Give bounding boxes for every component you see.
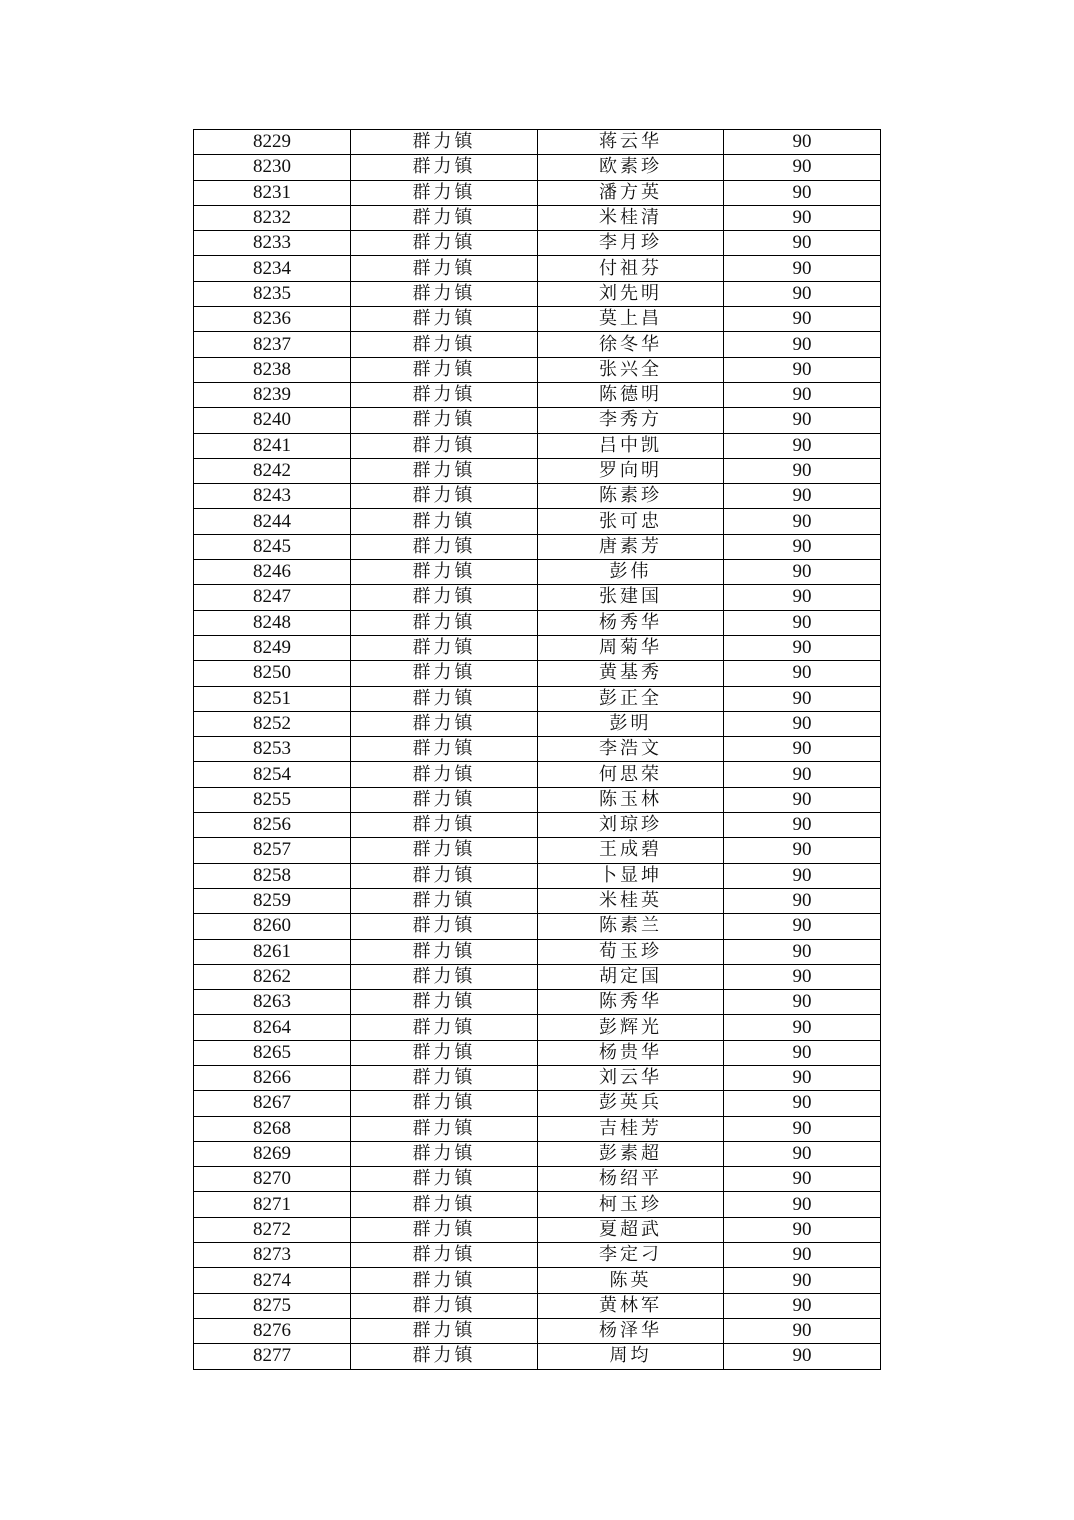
cell-id: 8272 xyxy=(194,1217,351,1242)
cell-town: 群力镇 xyxy=(351,484,538,509)
cell-id: 8246 xyxy=(194,560,351,585)
cell-name: 彭素超 xyxy=(538,1141,724,1166)
cell-town: 群力镇 xyxy=(351,281,538,306)
cell-name: 周菊华 xyxy=(538,635,724,660)
cell-amount: 90 xyxy=(724,130,881,155)
cell-town: 群力镇 xyxy=(351,1293,538,1318)
cell-id: 8249 xyxy=(194,635,351,660)
cell-id: 8237 xyxy=(194,332,351,357)
table-row xyxy=(194,1141,881,1166)
cell-id: 8229 xyxy=(194,130,351,155)
table-body xyxy=(194,130,881,1370)
cell-town: 群力镇 xyxy=(351,787,538,812)
cell-id: 8262 xyxy=(194,964,351,989)
cell-id: 8232 xyxy=(194,205,351,230)
cell-amount: 90 xyxy=(724,534,881,559)
cell-town: 群力镇 xyxy=(351,130,538,155)
cell-town: 群力镇 xyxy=(351,357,538,382)
cell-amount: 90 xyxy=(724,964,881,989)
cell-id: 8256 xyxy=(194,813,351,838)
cell-amount: 90 xyxy=(724,711,881,736)
cell-town: 群力镇 xyxy=(351,1141,538,1166)
cell-town: 群力镇 xyxy=(351,534,538,559)
cell-amount: 90 xyxy=(724,509,881,534)
cell-amount: 90 xyxy=(724,737,881,762)
cell-town: 群力镇 xyxy=(351,382,538,407)
cell-amount: 90 xyxy=(724,256,881,281)
cell-amount: 90 xyxy=(724,281,881,306)
table-row xyxy=(194,534,881,559)
table-row xyxy=(194,1344,881,1369)
cell-name: 彭辉光 xyxy=(538,1015,724,1040)
cell-name: 刘琼珍 xyxy=(538,813,724,838)
cell-id: 8252 xyxy=(194,711,351,736)
cell-id: 8260 xyxy=(194,914,351,939)
cell-amount: 90 xyxy=(724,155,881,180)
table-row xyxy=(194,914,881,939)
table-row xyxy=(194,863,881,888)
cell-amount: 90 xyxy=(724,307,881,332)
cell-town: 群力镇 xyxy=(351,610,538,635)
cell-town: 群力镇 xyxy=(351,1040,538,1065)
table-row xyxy=(194,1268,881,1293)
cell-town: 群力镇 xyxy=(351,635,538,660)
cell-town: 群力镇 xyxy=(351,762,538,787)
cell-town: 群力镇 xyxy=(351,1243,538,1268)
cell-name: 米桂英 xyxy=(538,888,724,913)
cell-id: 8242 xyxy=(194,458,351,483)
cell-amount: 90 xyxy=(724,610,881,635)
table-row xyxy=(194,1318,881,1343)
table-row xyxy=(194,433,881,458)
table-row xyxy=(194,1217,881,1242)
table-row xyxy=(194,231,881,256)
cell-amount: 90 xyxy=(724,560,881,585)
cell-name: 欧素珍 xyxy=(538,155,724,180)
table-row xyxy=(194,180,881,205)
table-row xyxy=(194,686,881,711)
cell-town: 群力镇 xyxy=(351,1167,538,1192)
cell-name: 徐冬华 xyxy=(538,332,724,357)
cell-id: 8265 xyxy=(194,1040,351,1065)
cell-name: 李定刁 xyxy=(538,1243,724,1268)
cell-town: 群力镇 xyxy=(351,661,538,686)
cell-id: 8235 xyxy=(194,281,351,306)
table-row xyxy=(194,1015,881,1040)
cell-town: 群力镇 xyxy=(351,332,538,357)
cell-name: 潘方英 xyxy=(538,180,724,205)
cell-name: 张可忠 xyxy=(538,509,724,534)
cell-amount: 90 xyxy=(724,863,881,888)
cell-id: 8264 xyxy=(194,1015,351,1040)
cell-amount: 90 xyxy=(724,1167,881,1192)
cell-id: 8230 xyxy=(194,155,351,180)
cell-amount: 90 xyxy=(724,1192,881,1217)
table-row xyxy=(194,585,881,610)
cell-id: 8247 xyxy=(194,585,351,610)
cell-amount: 90 xyxy=(724,458,881,483)
cell-amount: 90 xyxy=(724,686,881,711)
cell-amount: 90 xyxy=(724,205,881,230)
cell-id: 8270 xyxy=(194,1167,351,1192)
cell-id: 8266 xyxy=(194,1065,351,1090)
cell-name: 张建国 xyxy=(538,585,724,610)
cell-amount: 90 xyxy=(724,1217,881,1242)
cell-town: 群力镇 xyxy=(351,180,538,205)
cell-town: 群力镇 xyxy=(351,1065,538,1090)
cell-town: 群力镇 xyxy=(351,914,538,939)
table-row xyxy=(194,990,881,1015)
cell-name: 刘先明 xyxy=(538,281,724,306)
table-row xyxy=(194,610,881,635)
cell-amount: 90 xyxy=(724,585,881,610)
cell-name: 王成碧 xyxy=(538,838,724,863)
cell-id: 8259 xyxy=(194,888,351,913)
cell-id: 8269 xyxy=(194,1141,351,1166)
cell-town: 群力镇 xyxy=(351,939,538,964)
cell-id: 8268 xyxy=(194,1116,351,1141)
cell-amount: 90 xyxy=(724,762,881,787)
cell-name: 李月珍 xyxy=(538,231,724,256)
table-row xyxy=(194,155,881,180)
cell-town: 群力镇 xyxy=(351,585,538,610)
cell-town: 群力镇 xyxy=(351,458,538,483)
cell-town: 群力镇 xyxy=(351,1192,538,1217)
cell-id: 8271 xyxy=(194,1192,351,1217)
cell-name: 李秀方 xyxy=(538,408,724,433)
cell-id: 8257 xyxy=(194,838,351,863)
cell-name: 付祖芬 xyxy=(538,256,724,281)
cell-name: 杨泽华 xyxy=(538,1318,724,1343)
cell-town: 群力镇 xyxy=(351,155,538,180)
cell-name: 黄林军 xyxy=(538,1293,724,1318)
table-row xyxy=(194,964,881,989)
cell-amount: 90 xyxy=(724,1116,881,1141)
cell-amount: 90 xyxy=(724,1243,881,1268)
cell-town: 群力镇 xyxy=(351,433,538,458)
cell-amount: 90 xyxy=(724,231,881,256)
cell-id: 8245 xyxy=(194,534,351,559)
table-row xyxy=(194,939,881,964)
cell-amount: 90 xyxy=(724,661,881,686)
cell-amount: 90 xyxy=(724,1065,881,1090)
cell-name: 张兴全 xyxy=(538,357,724,382)
cell-name: 唐素芳 xyxy=(538,534,724,559)
cell-id: 8277 xyxy=(194,1344,351,1369)
table-row xyxy=(194,888,881,913)
cell-amount: 90 xyxy=(724,1015,881,1040)
cell-amount: 90 xyxy=(724,332,881,357)
cell-amount: 90 xyxy=(724,1141,881,1166)
cell-town: 群力镇 xyxy=(351,1344,538,1369)
table-row xyxy=(194,307,881,332)
cell-name: 柯玉珍 xyxy=(538,1192,724,1217)
table-row xyxy=(194,205,881,230)
cell-id: 8251 xyxy=(194,686,351,711)
table-row xyxy=(194,357,881,382)
cell-amount: 90 xyxy=(724,838,881,863)
cell-name: 陈素珍 xyxy=(538,484,724,509)
cell-name: 米桂清 xyxy=(538,205,724,230)
roster-table xyxy=(193,129,881,1370)
cell-town: 群力镇 xyxy=(351,509,538,534)
cell-name: 彭明 xyxy=(538,711,724,736)
cell-town: 群力镇 xyxy=(351,737,538,762)
cell-town: 群力镇 xyxy=(351,1116,538,1141)
cell-name: 莫上昌 xyxy=(538,307,724,332)
cell-town: 群力镇 xyxy=(351,1217,538,1242)
cell-name: 彭英兵 xyxy=(538,1091,724,1116)
table-row xyxy=(194,281,881,306)
cell-id: 8231 xyxy=(194,180,351,205)
cell-town: 群力镇 xyxy=(351,686,538,711)
cell-id: 8239 xyxy=(194,382,351,407)
table-row xyxy=(194,408,881,433)
cell-amount: 90 xyxy=(724,1318,881,1343)
table-row xyxy=(194,737,881,762)
table-row xyxy=(194,256,881,281)
cell-amount: 90 xyxy=(724,357,881,382)
cell-town: 群力镇 xyxy=(351,990,538,1015)
cell-name: 彭伟 xyxy=(538,560,724,585)
cell-amount: 90 xyxy=(724,1293,881,1318)
table-row xyxy=(194,1293,881,1318)
table-row xyxy=(194,130,881,155)
cell-id: 8250 xyxy=(194,661,351,686)
table-row xyxy=(194,560,881,585)
cell-amount: 90 xyxy=(724,914,881,939)
cell-town: 群力镇 xyxy=(351,888,538,913)
cell-id: 8267 xyxy=(194,1091,351,1116)
cell-town: 群力镇 xyxy=(351,1015,538,1040)
cell-id: 8258 xyxy=(194,863,351,888)
cell-id: 8254 xyxy=(194,762,351,787)
cell-name: 陈英 xyxy=(538,1268,724,1293)
cell-name: 陈德明 xyxy=(538,382,724,407)
table-row xyxy=(194,838,881,863)
table-row xyxy=(194,1167,881,1192)
cell-name: 吉桂芳 xyxy=(538,1116,724,1141)
cell-amount: 90 xyxy=(724,484,881,509)
cell-town: 群力镇 xyxy=(351,231,538,256)
table-row xyxy=(194,1243,881,1268)
cell-id: 8240 xyxy=(194,408,351,433)
cell-town: 群力镇 xyxy=(351,863,538,888)
cell-id: 8241 xyxy=(194,433,351,458)
cell-id: 8234 xyxy=(194,256,351,281)
table-row xyxy=(194,762,881,787)
cell-name: 周均 xyxy=(538,1344,724,1369)
cell-name: 胡定国 xyxy=(538,964,724,989)
cell-amount: 90 xyxy=(724,635,881,660)
cell-name: 何思荣 xyxy=(538,762,724,787)
cell-name: 陈秀华 xyxy=(538,990,724,1015)
cell-id: 8263 xyxy=(194,990,351,1015)
cell-town: 群力镇 xyxy=(351,205,538,230)
cell-id: 8276 xyxy=(194,1318,351,1343)
cell-amount: 90 xyxy=(724,787,881,812)
cell-name: 陈玉林 xyxy=(538,787,724,812)
cell-amount: 90 xyxy=(724,382,881,407)
cell-town: 群力镇 xyxy=(351,838,538,863)
cell-id: 8248 xyxy=(194,610,351,635)
cell-name: 杨绍平 xyxy=(538,1167,724,1192)
cell-name: 刘云华 xyxy=(538,1065,724,1090)
cell-town: 群力镇 xyxy=(351,964,538,989)
cell-name: 黄基秀 xyxy=(538,661,724,686)
table-row xyxy=(194,813,881,838)
cell-amount: 90 xyxy=(724,1040,881,1065)
cell-name: 李浩文 xyxy=(538,737,724,762)
cell-name: 荀玉珍 xyxy=(538,939,724,964)
cell-id: 8261 xyxy=(194,939,351,964)
cell-name: 卜显坤 xyxy=(538,863,724,888)
cell-id: 8244 xyxy=(194,509,351,534)
table-row xyxy=(194,1192,881,1217)
table-row xyxy=(194,484,881,509)
cell-amount: 90 xyxy=(724,813,881,838)
cell-town: 群力镇 xyxy=(351,1318,538,1343)
cell-id: 8233 xyxy=(194,231,351,256)
cell-id: 8238 xyxy=(194,357,351,382)
cell-amount: 90 xyxy=(724,433,881,458)
table-row xyxy=(194,332,881,357)
cell-town: 群力镇 xyxy=(351,256,538,281)
cell-name: 杨贵华 xyxy=(538,1040,724,1065)
table-row xyxy=(194,661,881,686)
cell-name: 陈素兰 xyxy=(538,914,724,939)
cell-town: 群力镇 xyxy=(351,1268,538,1293)
cell-name: 杨秀华 xyxy=(538,610,724,635)
cell-name: 蒋云华 xyxy=(538,130,724,155)
cell-id: 8273 xyxy=(194,1243,351,1268)
cell-id: 8255 xyxy=(194,787,351,812)
table-row xyxy=(194,787,881,812)
cell-id: 8236 xyxy=(194,307,351,332)
table-row xyxy=(194,458,881,483)
cell-amount: 90 xyxy=(724,408,881,433)
cell-amount: 90 xyxy=(724,1091,881,1116)
cell-amount: 90 xyxy=(724,990,881,1015)
cell-name: 罗向明 xyxy=(538,458,724,483)
table-row xyxy=(194,1091,881,1116)
table-row xyxy=(194,1065,881,1090)
cell-amount: 90 xyxy=(724,888,881,913)
table-row xyxy=(194,1040,881,1065)
cell-town: 群力镇 xyxy=(351,560,538,585)
table-row xyxy=(194,509,881,534)
table-row xyxy=(194,635,881,660)
cell-amount: 90 xyxy=(724,939,881,964)
table-row xyxy=(194,711,881,736)
cell-name: 吕中凯 xyxy=(538,433,724,458)
table-row xyxy=(194,1116,881,1141)
cell-town: 群力镇 xyxy=(351,307,538,332)
cell-amount: 90 xyxy=(724,1268,881,1293)
cell-id: 8253 xyxy=(194,737,351,762)
cell-id: 8275 xyxy=(194,1293,351,1318)
table-row xyxy=(194,382,881,407)
cell-town: 群力镇 xyxy=(351,1091,538,1116)
cell-town: 群力镇 xyxy=(351,813,538,838)
cell-town: 群力镇 xyxy=(351,711,538,736)
cell-id: 8243 xyxy=(194,484,351,509)
cell-town: 群力镇 xyxy=(351,408,538,433)
cell-name: 彭正全 xyxy=(538,686,724,711)
cell-id: 8274 xyxy=(194,1268,351,1293)
cell-amount: 90 xyxy=(724,1344,881,1369)
cell-amount: 90 xyxy=(724,180,881,205)
cell-name: 夏超武 xyxy=(538,1217,724,1242)
